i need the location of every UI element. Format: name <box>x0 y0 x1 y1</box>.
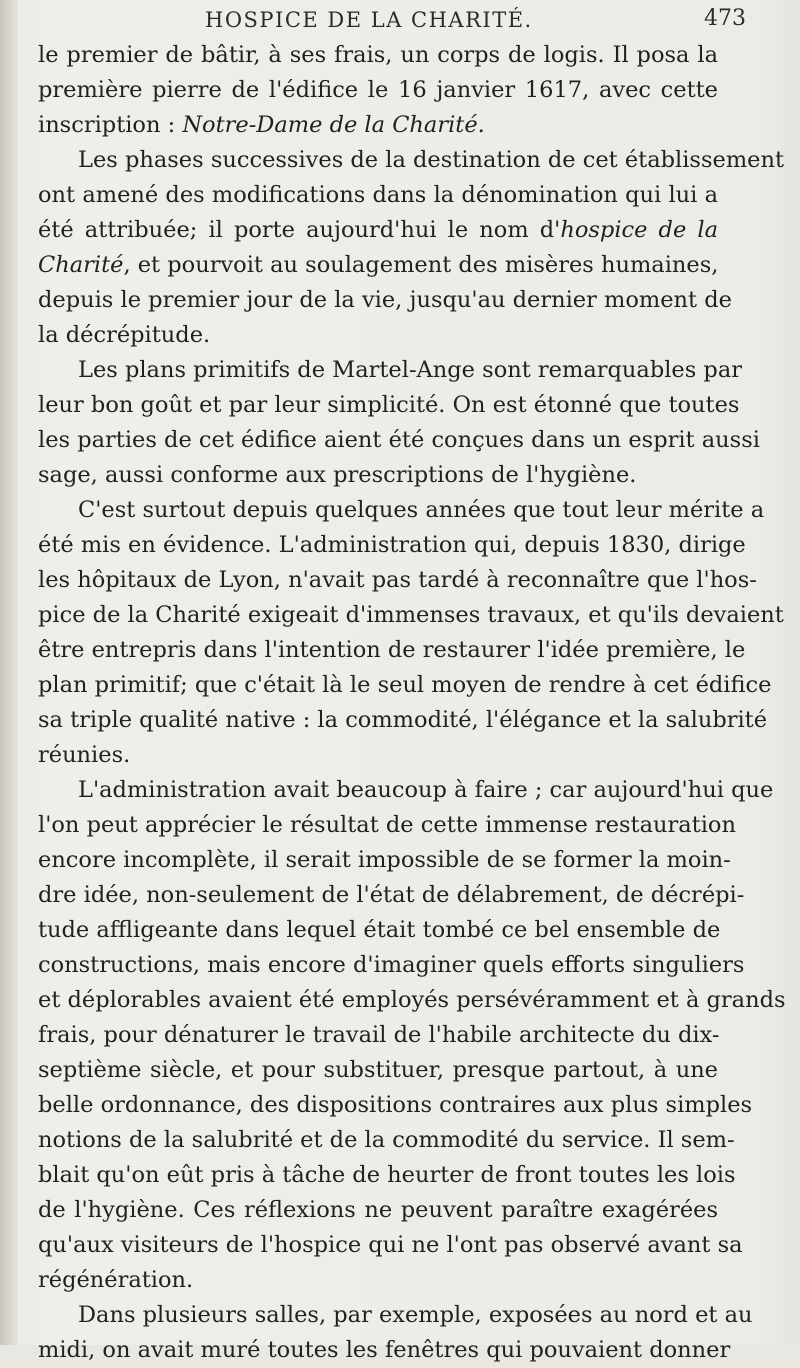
page-header <box>0 2 800 38</box>
text-line: sage, aussi conforme aux prescriptions de l'hygiène. <box>38 462 637 488</box>
italic-fragment: Charité <box>38 252 124 278</box>
text-line: midi, on avait muré toutes les fenêtres qui pouvaient donner <box>38 1337 731 1363</box>
italic-fragment: hospice de la <box>560 217 718 243</box>
running-title: HOSPICE DE LA CHARITÉ. <box>205 8 533 32</box>
text-line: Les phases successives de la destination de cet établissement <box>78 147 785 173</box>
text-line: et déplorables avaient été employés persévéramment et à grands <box>38 987 786 1013</box>
body-text <box>38 38 786 1368</box>
text-line: pice de la Charité exigeait d'immenses travaux, et qu'ils devaient <box>38 602 784 628</box>
paragraph <box>38 38 718 143</box>
paragraph <box>38 353 760 493</box>
text-line: être entrepris dans l'intention de restaurer l'idée première, le <box>38 637 746 663</box>
paragraph <box>38 773 786 1298</box>
text-line: qu'aux visiteurs de l'hospice qui ne l'ont pas observé avant sa <box>38 1232 743 1258</box>
text-line: réunies. <box>38 742 131 768</box>
italic-fragment: Notre-Dame de la Charité. <box>182 112 485 138</box>
text-line: C'est surtout depuis quelques années que tout leur mérite a <box>78 497 765 523</box>
text-fragment: été attribuée; il porte aujourd'hui le nom d' <box>38 217 561 243</box>
text-line: belle ordonnance, des dispositions contraires aux plus simples <box>38 1092 753 1118</box>
text-line: ont amené des modifications dans la dénomination qui lui a <box>38 182 718 208</box>
paragraph <box>38 1298 753 1368</box>
text-line: septième siècle, et pour substituer, presque partout, à une <box>38 1057 718 1083</box>
text-line: le premier de bâtir, à ses frais, un corps de logis. Il posa la <box>38 42 718 68</box>
text-line: blait qu'on eût pris à tâche de heurter de front toutes les lois <box>38 1162 736 1188</box>
text-line: L'administration avait beaucoup à faire ; car aujourd'hui que <box>78 777 774 803</box>
text-line: leur bon goût et par leur simplicité. On est étonné que toutes <box>38 392 740 418</box>
text-fragment: , et pourvoit au soulagement des misères humaines, <box>123 252 719 278</box>
text-line: Dans plusieurs salles, par exemple, exposées au nord et au <box>78 1302 753 1328</box>
text-line: plan primitif; que c'était là le seul moyen de rendre à cet édifice <box>38 672 772 698</box>
text-line: frais, pour dénaturer le travail de l'habile architecte du dix- <box>38 1022 720 1048</box>
text-line: l'on peut apprécier le résultat de cette immense restauration <box>38 812 736 838</box>
page-gutter <box>0 0 18 1345</box>
text-line: de l'hygiène. Ces réflexions ne peuvent paraître exagérées <box>38 1197 718 1223</box>
page-number: 473 <box>704 6 746 31</box>
text-line <box>38 248 718 283</box>
paragraph <box>38 143 785 353</box>
text-line: depuis le premier jour de la vie, jusqu'au dernier moment de <box>38 287 732 313</box>
paragraph <box>38 493 784 773</box>
text-line: notions de la salubrité et de la commodité du service. Il sem- <box>38 1127 735 1153</box>
text-line: la décrépitude. <box>38 322 211 348</box>
text-line: sa triple qualité native : la commodité, l'élégance et la salubrité <box>38 707 768 733</box>
text-line <box>38 213 718 248</box>
text-line: première pierre de l'édifice le 16 janvier 1617, avec cette <box>38 77 718 103</box>
text-fragment: inscription : <box>38 112 183 138</box>
text-line: tude affligeante dans lequel était tombé ce bel ensemble de <box>38 917 721 943</box>
text-line: les parties de cet édifice aient été conçues dans un esprit aussi <box>38 427 760 453</box>
text-line: régénération. <box>38 1267 194 1293</box>
text-line: les hôpitaux de Lyon, n'avait pas tardé à reconnaître que l'hos- <box>38 567 757 593</box>
text-line: été mis en évidence. L'administration qui, depuis 1830, dirige <box>38 532 746 558</box>
text-line <box>38 108 718 143</box>
text-line: encore incomplète, il serait impossible de se former la moin- <box>38 847 731 873</box>
text-line: Les plans primitifs de Martel-Ange sont remarquables par <box>78 357 743 383</box>
text-line: dre idée, non-seulement de l'état de délabrement, de décrépi- <box>38 882 745 908</box>
text-line: constructions, mais encore d'imaginer quels efforts singuliers <box>38 952 745 978</box>
